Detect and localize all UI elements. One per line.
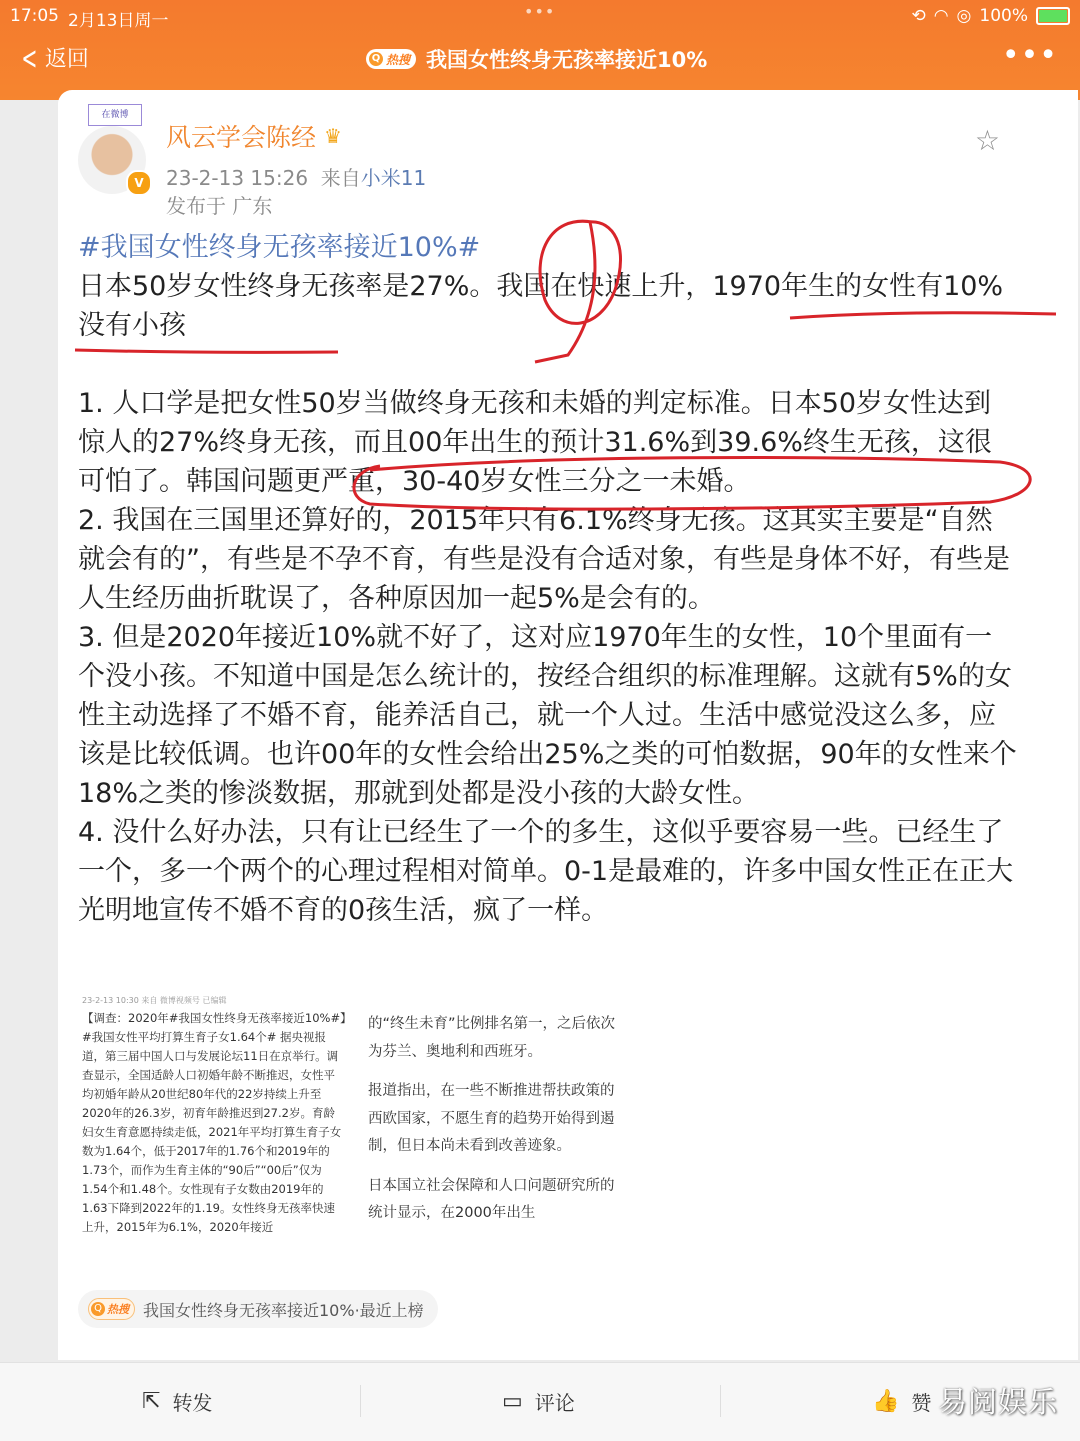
hot-search-badge xyxy=(366,49,416,69)
post-meta xyxy=(166,162,426,191)
source-prefix: 来自 xyxy=(320,166,361,190)
watermark: 易阅娱乐 xyxy=(937,1385,1058,1419)
status-bar xyxy=(0,4,1080,30)
paragraph-1: 1. 人口学是把女性50岁当做终身无孩和未婚的判定标准。日本50岁女性达到惊人的27%终身无孩，而且00年出生的预计31.6%到39.6%终生无孩，这很可怕了。韩国问题更严重，30-40岁女性三分之一未婚。 xyxy=(78,388,992,497)
post-intro: 日本50岁女性终身无孩率是27%。我国在快速上升，1970年生的女性有10%没有小孩 xyxy=(78,271,1004,341)
embed-left-column xyxy=(82,993,346,1237)
username-label: 风云学会陈经 xyxy=(166,123,317,152)
embed-meta: 23-2-13 10:30 来自 微博视频号 已编辑 xyxy=(82,996,227,1005)
post-time: 23-2-13 15:26 xyxy=(166,166,309,190)
embed-right-p1: 的“终生未育”比例排名第一，之后依次为芬兰、奥地利和西班牙。 xyxy=(368,1016,616,1060)
hot-badge-label: 热搜 xyxy=(386,52,411,67)
top-header xyxy=(0,0,1080,100)
hot-link-text: 我国女性终身无孩率接近10%·最近上榜 xyxy=(143,1300,424,1320)
favorite-star-icon[interactable]: ☆ xyxy=(974,124,1000,157)
embed-left-text: 【调查：2020年#我国女性终身无孩率接近10%#】#我国女性平均打算生育子女1.64个# 据央视报道，第三届中国人口与发展论坛11日在京举行。调查显示，全国适龄人口初婚年龄不断推迟，女性平均初婚年龄从20世纪80年代的22岁持续上升至2020年的26.3岁，初育年龄推迟到27.2岁。育龄妇女生育意愿持续走低，2021年平均打算生育子女数为1.64个，低于2017年的1.76个和2019年的1.73个，而作为生育主体的“90后”“00后”仅为1.54个和1.48个。女性现有子女数由2019年的1.63下降到2022年的1.19。女性终身无孩率快速上升，2015年为6.1%，2020年接近 xyxy=(82,1011,346,1234)
divider xyxy=(360,1385,361,1417)
post-card xyxy=(58,90,1078,1360)
lock-rotation-icon: ◎ xyxy=(956,6,972,26)
nav-title: 我国女性终身无孩率接近10% xyxy=(426,48,708,72)
chevron-left-icon: < xyxy=(21,38,38,77)
search-icon: Q xyxy=(91,1302,105,1316)
username[interactable] xyxy=(166,118,342,154)
screen-rotation-icon: ⟲ xyxy=(911,6,926,26)
post-body xyxy=(78,228,1018,930)
hashtag-link[interactable]: #我国女性终身无孩率接近10%# xyxy=(78,232,481,263)
embed-right-p2: 报道指出，在一些不断推进帮扶政策的西欧国家，不愿生育的趋势开始得到遏制，但日本尚未看到改善迹象。 xyxy=(368,1083,615,1154)
divider xyxy=(720,1385,721,1417)
back-label: 返回 xyxy=(44,47,89,72)
multitask-dots-icon[interactable]: ••• xyxy=(524,2,556,21)
embed-right-column xyxy=(368,1011,628,1228)
more-options-icon[interactable]: ••• xyxy=(1001,38,1058,73)
battery-icon xyxy=(1036,7,1070,25)
page-title xyxy=(366,44,707,74)
embedded-screenshot[interactable] xyxy=(76,993,632,1275)
like-label: 赞 xyxy=(911,1391,932,1415)
crown-icon: ♛ xyxy=(324,124,342,148)
post-location: 发布于 广东 xyxy=(166,194,273,218)
status-right xyxy=(911,6,1070,26)
avatar[interactable] xyxy=(78,110,146,194)
repost-button[interactable] xyxy=(142,1387,212,1416)
battery-percent: 100% xyxy=(979,6,1028,26)
hot-topic-link[interactable] xyxy=(78,1290,438,1328)
embed-right-p3: 日本国立社会保障和人口问题研究所的统计显示，在2000年出生 xyxy=(368,1177,615,1221)
like-button[interactable] xyxy=(872,1387,931,1416)
hot-search-badge-small xyxy=(88,1298,135,1320)
bottom-action-bar xyxy=(0,1362,1080,1441)
back-button[interactable] xyxy=(16,38,89,77)
comment-label: 评论 xyxy=(534,1391,575,1415)
share-icon: ⇱ xyxy=(142,1389,161,1414)
avatar-tag: 在微博 xyxy=(88,104,142,126)
nav-bar xyxy=(0,38,1080,78)
paragraph-2: 2. 我国在三国里还算好的，2015年只有6.1%终身无孩。这其实主要是“自然就会有的”，有些是不孕不育，有些是没有合适对象，有些是身体不好，有些是人生经历曲折耽误了，各种原因加一起5%是会有的。 xyxy=(78,505,1010,614)
status-time: 17:05 xyxy=(10,6,59,26)
comment-icon: ▭ xyxy=(502,1389,523,1414)
search-icon: Q xyxy=(369,52,383,66)
repost-label: 转发 xyxy=(172,1391,213,1415)
thumbs-up-icon: 👍 xyxy=(872,1389,900,1414)
hot-link-badge-label: 热搜 xyxy=(107,1303,129,1316)
verified-icon: V xyxy=(126,170,152,196)
post-source[interactable]: 小米11 xyxy=(360,166,427,190)
paragraph-4: 4. 没什么好办法，只有让已经生了一个的多生，这似乎要容易一些。已经生了一个，多一个两个的心理过程相对简单。0-1是最难的，许多中国女性正在正大光明地宣传不婚不育的0孩生活，疯了一样。 xyxy=(78,817,1014,926)
status-date: 2月13日周一 xyxy=(68,11,169,31)
paragraph-3: 3. 但是2020年接近10%就不好了，这对应1970年生的女性，10个里面有一个没小孩。不知道中国是怎么统计的，按经合组织的标准理解。这就有5%的女性主动选择了不婚不育，能养活自己，就一个人过。生活中感觉没这么多，应该是比较低调。也许00年的女性会给出25%之类的可怕数据，90年的女性来个18%之类的惨淡数据，那就到处都是没小孩的大龄女性。 xyxy=(78,622,1017,809)
comment-button[interactable] xyxy=(502,1387,575,1416)
wifi-icon: ◠ xyxy=(933,6,949,26)
